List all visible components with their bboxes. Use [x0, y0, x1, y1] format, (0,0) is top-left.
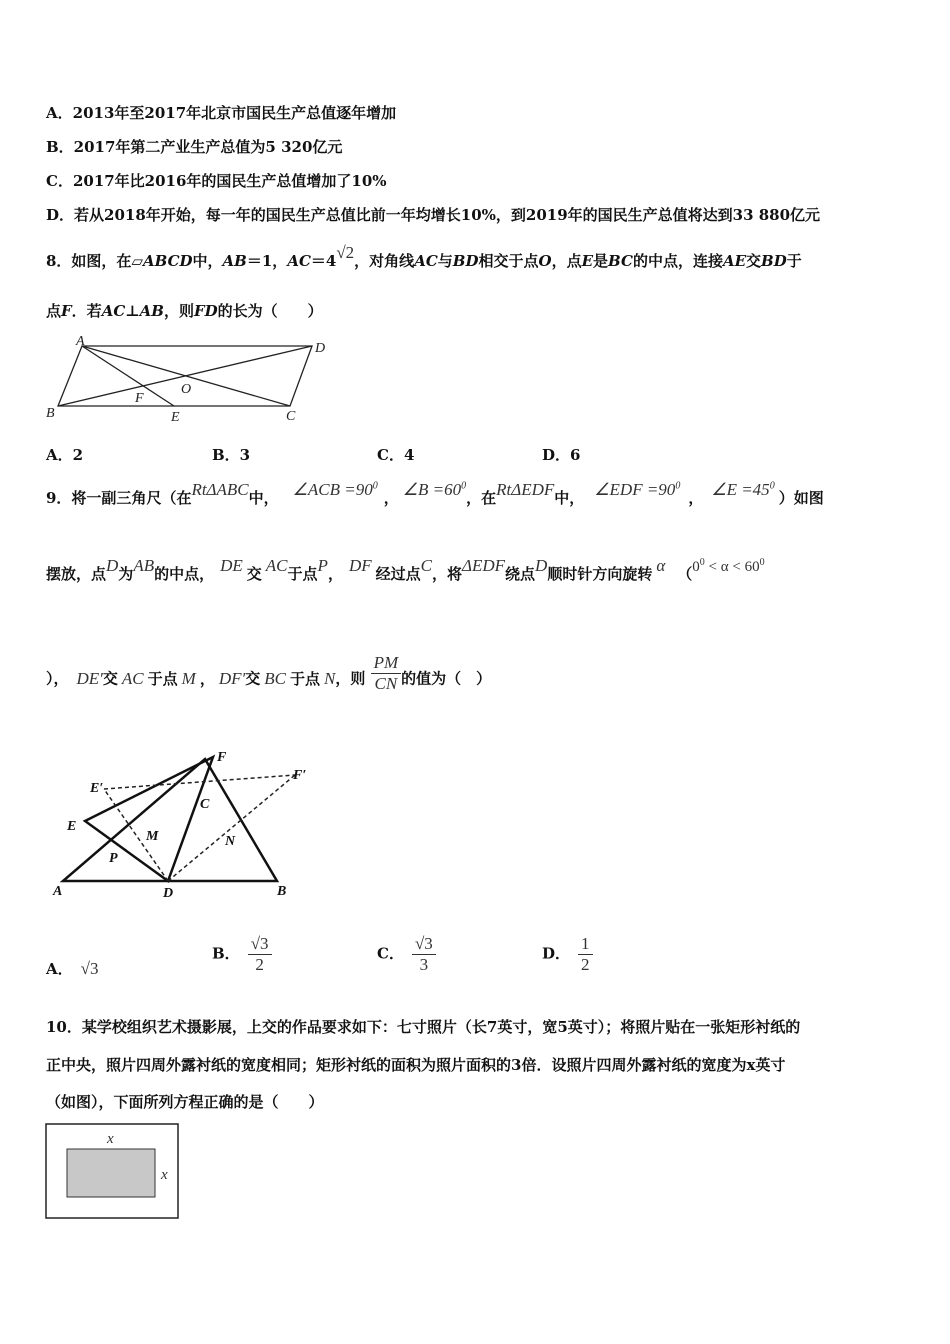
- q9-text-line3: ）， DE′交 AC 于点 M ， DF′交 BC 于点 N，则 $\frac{PM}{CN}$ 的值为（ ）: [46, 653, 492, 693]
- q8-option-d: D．6: [542, 446, 581, 464]
- label-e-prime: E′: [90, 781, 104, 796]
- q10-text-line1: 10．某学校组织艺术摄影展，上交的作品要求如下：七寸照片（长7英寸，宽5英寸）；将照片贴在一张矩形衬纸的: [46, 1018, 801, 1036]
- q9-text-line1: 9．将一副三角尺（在RtΔABC中， ∠ACB $=90^0$， ∠B $=60^0$，在RtΔEDF中， ∠EDF $=90^0$， ∠E $=45^0$）如图: [46, 480, 824, 507]
- q9-option-c: C． $\frac{√3}{3}$: [377, 934, 436, 975]
- label-n: N: [225, 834, 236, 849]
- label-b: B: [46, 406, 55, 421]
- q9-text-line2: 摆放，点D为AB的中点， DE 交 AC于点P， DF 经过点C，将ΔEDF绕点D顺时针方向旋转 α （$0^0 < \alpha < 60^0$: [46, 556, 765, 583]
- label-e: E: [67, 819, 77, 834]
- q7-option-d: D．若从2018年开始，每一年的国民生产总值比前一年均增长10%，到2019年的国民生产总值将达到33 880亿元: [46, 206, 821, 224]
- q10-text-line2: 正中央，照片四周外露衬纸的宽度相同；矩形衬纸的面积为照片面积的3倍．设照片四周外露衬纸的宽度为x英寸: [46, 1056, 786, 1074]
- label-p: P: [109, 851, 118, 866]
- label-c: C: [200, 797, 210, 812]
- q8-option-c: C．4: [377, 446, 415, 464]
- label-a: A: [53, 884, 63, 899]
- q10-photo-figure: [45, 1123, 181, 1221]
- q8-text-line2: 点F．若AC⊥AB，则FD的长为（ ）: [46, 302, 323, 320]
- q9-option-b: B． $\frac{√3}{2}$: [212, 934, 272, 975]
- photo-rect: [67, 1149, 155, 1197]
- q8-text-line1: 8．如图，在▱ABCD中，AB＝1，AC＝4√2，对角线AC与BD相交于点O，点E是BC的中点，连接AE交BD于: [46, 243, 802, 270]
- q8-parallelogram-figure: [40, 335, 340, 430]
- label-d: D: [163, 886, 174, 901]
- segment-e-prime-f-prime: [104, 775, 295, 789]
- label-e: E: [171, 410, 180, 425]
- q9-option-d: D． $\frac{1}{2}$: [542, 934, 593, 975]
- triangle-edf: [85, 757, 213, 881]
- label-b: B: [277, 884, 287, 899]
- label-x-right: x: [161, 1167, 168, 1183]
- label-c: C: [286, 409, 296, 424]
- label-d: D: [315, 341, 326, 356]
- q7-option-c: C．2017年比2016年的国民生产总值增加了10%: [46, 172, 387, 190]
- label-x-top: x: [107, 1131, 114, 1147]
- sqrt-two: √2: [336, 243, 355, 262]
- label-f: F: [135, 391, 144, 406]
- q9-triangle-figure: [45, 745, 325, 905]
- label-m: M: [146, 829, 159, 844]
- label-o: O: [181, 382, 192, 397]
- label-f-prime: F′: [293, 768, 307, 783]
- q8-option-a: A．2: [46, 446, 84, 464]
- q7-option-b: B．2017年第二产业生产总值为5 320亿元: [46, 138, 343, 156]
- q8-option-b: B．3: [212, 446, 251, 464]
- label-f: F: [217, 750, 227, 765]
- fraction-pm-cn: $\frac{PM}{CN}$: [371, 653, 402, 694]
- q10-text-line3: （如图），下面所列方程正确的是（ ）: [46, 1093, 324, 1111]
- q7-option-a: A．2013年至2017年北京市国民生产总值逐年增加: [46, 104, 397, 122]
- q9-option-a: A． √3: [46, 959, 99, 978]
- label-a: A: [76, 335, 85, 349]
